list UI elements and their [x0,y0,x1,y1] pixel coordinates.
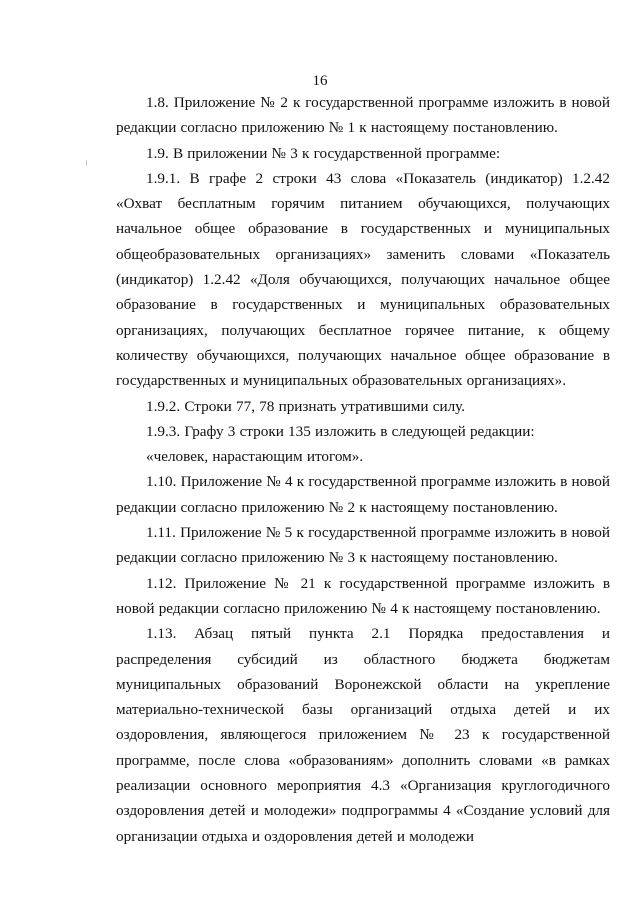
paragraph-1-9: 1.9. В приложении № 3 к государственной программе: [146,144,501,162]
paragraph-1-12: 1.12. Приложение № 21 к государственной программе изложить в новой редакции согласно приложению № 4 к настоящему постановлению. [116,574,610,617]
paragraph-1-9-3-quote: «человек, нарастающим итогом». [146,448,364,466]
margin-mark [86,160,87,166]
page-number: 16 [312,73,328,89]
paragraph-1-9-3: 1.9.3. Графу 3 строки 135 изложить в следующей редакции: [146,422,535,440]
paragraph-1-9-1: 1.9.1. В графе 2 строки 43 слова «Показатель (индикатор) 1.2.42 «Охват бесплатным горячим питанием обучающихся, получающих начальное общее образование в государственных и муниципальных общеобразовательных организациях» заменить словами «Показатель (индикатор) 1.2.42 «Доля обучающихся, получающих начальное общее образование в государственных и муниципальных образовательных организациях, получающих бесплатное горячее питание, к общему количеству обучающихся, получающих начальное общее образование в государственных и муниципальных образовательных организациях». [116,169,610,390]
paragraph-1-8: 1.8. Приложение № 2 к государственной программе изложить в новой редакции согласно приложению № 1 к настоящему постановлению. [116,94,610,137]
paragraph-1-9-2: 1.9.2. Строки 77, 78 признать утратившими силу. [146,397,466,415]
paragraph-1-13: 1.13. Абзац пятый пункта 2.1 Порядка предоставления и распределения субсидий из областного бюджета бюджетам муниципальных образований Воронежской области на укрепление материально-технической базы организаций отдыха детей и их оздоровления, являющегося приложением № 23 к государственной программе, после слова «образованиям» дополнить словами «в рамках реализации основного мероприятия 4.3 «Организация круглогодичного оздоровления детей и молодежи» подпрограммы 4 «Создание условий для организации отдыха и оздоровления детей и молодежи [116,625,610,845]
paragraph-1-11: 1.11. Приложение № 5 к государственной программе изложить в новой редакции согласно приложению № 3 к настоящему постановлению. [116,524,610,567]
document-body [116,90,610,849]
paragraph-1-10: 1.10. Приложение № 4 к государственной программе изложить в новой редакции согласно приложению № 2 к настоящему постановлению. [116,473,610,516]
